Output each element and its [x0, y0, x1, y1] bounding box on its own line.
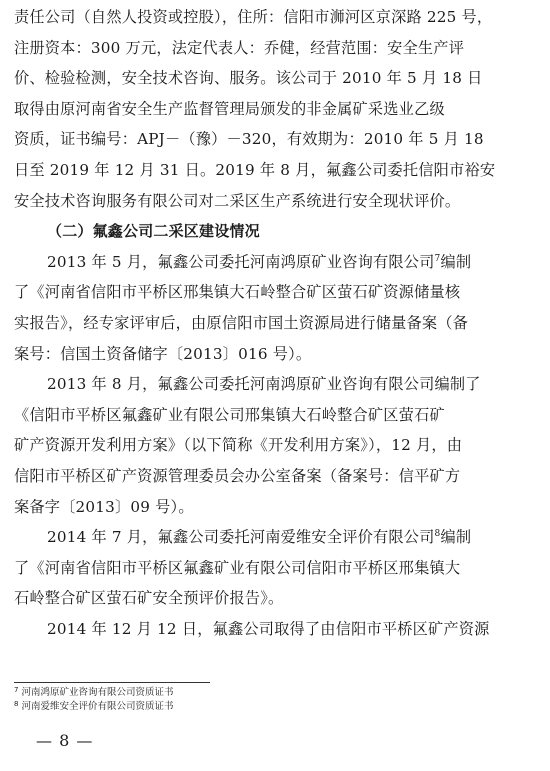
footnote-item	[14, 700, 173, 714]
footnote-item	[14, 686, 173, 700]
footnote-mark: 8	[14, 700, 19, 708]
text-line: 2014 年 12 月 12 日，氟鑫公司取得了由信阳市平桥区矿产资源	[47, 619, 490, 638]
text-line: 矿产资源开发利用方案》（以下简称《开发利用方案》），12 月，由	[14, 436, 463, 455]
footnote-divider	[14, 682, 210, 683]
text-line: 2013 年 8 月，氟鑫公司委托河南鸿原矿业咨询有限公司编制了	[47, 375, 481, 394]
text-line	[14, 247, 538, 278]
footnote-text: 河南鸿原矿业咨询有限公司资质证书	[21, 687, 174, 698]
text-line: 信阳市平桥区矿产资源管理委员会办公室备案（备案号：信平矿方	[14, 466, 461, 485]
text-line: 取得由原河南省安全生产监督管理局颁发的非金属矿采选业乙级	[14, 99, 445, 118]
text-line: 了《河南省信阳市平桥区氟鑫矿业有限公司信阳市平桥区邢集镇大	[14, 558, 461, 577]
section-heading: （二）氟鑫公司二采区建设情况	[47, 222, 260, 241]
text-line	[14, 522, 538, 553]
text-segment: 编制	[440, 252, 472, 271]
text-line: 《信阳市平桥区氟鑫矿业有限公司邢集镇大石岭整合矿区萤石矿	[14, 405, 445, 424]
text-line: 石岭整合矿区萤石矿安全预评价报告》。	[14, 589, 284, 608]
text-line: 价、检验检测，安全技术咨询、服务。该公司于 2010 年 5 月 18 日	[14, 69, 483, 88]
footnote-text: 河南爱维安全评价有限公司资质证书	[21, 701, 174, 712]
text-line: 日至 2019 年 12 月 31 日。2019 年 8 月，氟鑫公司委托信阳市裕安	[14, 160, 496, 179]
text-segment: 2014 年 7 月，氟鑫公司委托河南爱维安全评价有限公司	[47, 528, 435, 547]
text-segment: 2013 年 5 月，氟鑫公司委托河南鸿原矿业咨询有限公司	[47, 252, 435, 271]
text-line: 案号：信国土资备储字〔2013〕016 号）。	[14, 344, 312, 363]
text-line: 安全技术咨询服务有限公司对二采区生产系统进行安全现状评价。	[14, 191, 461, 210]
footnote-ref: 7	[434, 253, 441, 264]
text-segment: 编制	[440, 528, 472, 547]
text-line: 注册资本：300 万元，法定代表人：乔健，经营范围：安全生产评	[14, 38, 465, 57]
text-line: 资质，证书编号：APJ－（豫）－320，有效期为：2010 年 5 月 18	[14, 130, 484, 149]
footnotes	[14, 686, 173, 714]
text-line: 实报告》，经专家评审后，由原信阳市国土资源局进行储量备案（备	[14, 313, 469, 332]
page-number: — 8 —	[36, 731, 94, 750]
body-text	[14, 2, 538, 644]
footnote-ref: 8	[434, 529, 441, 540]
footnote-mark: 7	[14, 686, 19, 694]
text-line: 案备字〔2013〕09 号）。	[14, 497, 194, 516]
text-line: 责任公司（自然人投资或控股），住所：信阳市浉河区京深路 225 号，	[14, 8, 493, 26]
text-line: 了《河南省信阳市平桥区邢集镇大石岭整合矿区萤石矿资源储量核	[14, 283, 461, 302]
